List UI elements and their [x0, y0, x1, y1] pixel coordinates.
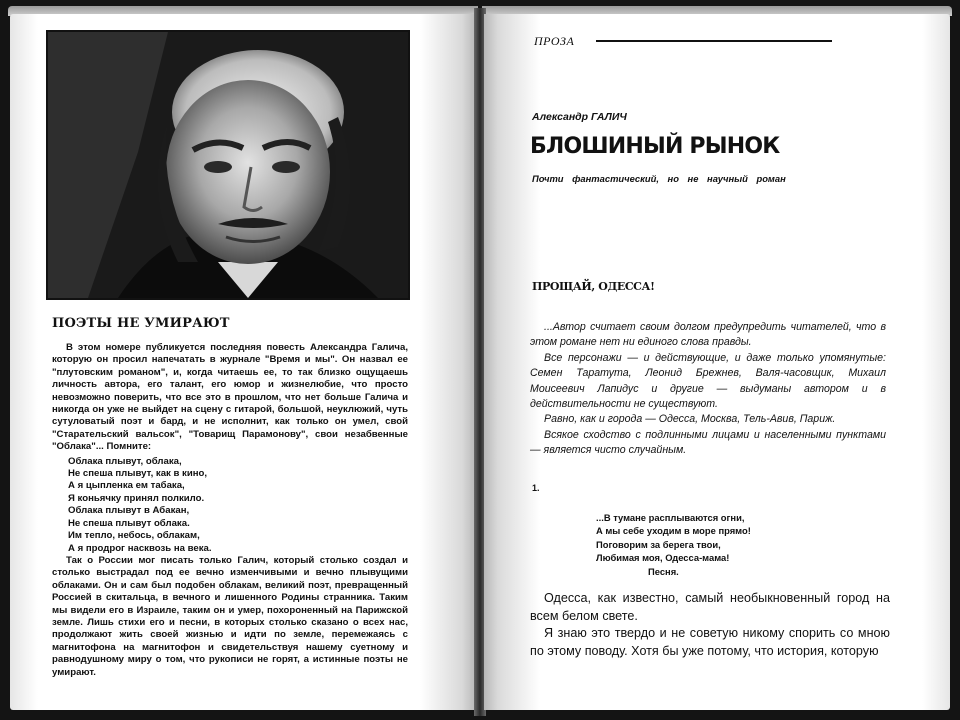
- article-body: [52, 342, 408, 679]
- epigraph: [596, 511, 751, 578]
- portrait-illustration: [48, 32, 408, 298]
- work-title: БЛОШИНЫЙ РЫНОК: [530, 134, 780, 159]
- author-notice: [530, 320, 886, 459]
- poem-quote: [68, 456, 408, 555]
- poem-line: А я цыпленка ем табака,: [68, 480, 185, 492]
- article-paragraph: Так о России мог писать только Галич, который столько создал и столько выстрадал под ее вечно изменчивыми и вечно плывущими облаками. Он и сам был подобен облакам, великий поэт, превращенный Россией в скитальца, в вечного и лишенного Родины странника. Таким мы видели его в Израиле, таким он и умер, похороненный на Парижской земле. Лишь стихи его и песни, в которых столько сказано о всех нас, продолжают жить своей жизнью и идти по земле, перемежаясь с магнитофона на магнитофон и свидетельствуя нашему суетному и равнодушному миру о том, что рукописи не горят, а истинные поэты не умирают.: [52, 554, 408, 678]
- poem-line: А я продрог насквозь на века.: [68, 542, 212, 554]
- poem-line: Я коньячку принял полкило.: [68, 492, 205, 504]
- chapter-title: ПРОЩАЙ, ОДЕССА!: [532, 280, 655, 293]
- work-subtitle: Почти фантастический, но не научный роман: [532, 173, 786, 184]
- poem-line: Облака плывут, облака,: [68, 455, 182, 467]
- chapter-number: 1.: [532, 483, 540, 493]
- epigraph-line: Поговорим за берега твои,: [596, 538, 721, 550]
- notice-paragraph: ...Автор считает своим долгом предупредить читателей, что в этом романе нет ни единого слова правды.: [530, 321, 886, 349]
- epigraph-source: Песня.: [648, 565, 679, 577]
- author-portrait-photo: [46, 30, 410, 300]
- poem-line: Облака плывут в Абакан,: [68, 505, 190, 517]
- novel-body: [530, 590, 890, 660]
- epigraph-line: ...В тумане расплываются огни,: [596, 512, 745, 523]
- poem-line: Не спеша плывут, как в кино,: [68, 468, 208, 480]
- article-paragraph: В этом номере публикуется последняя повесть Александра Галича, которую он просил напечатать в журнале "Время и мы". Он назвал ее "плутовским романом", и, когда читаешь ее, то так близко ощущаешь личность автора, его талант, его юмор и жизнелюбие, что просто невозможно поверить, что все это в прошлом, что нет больше Галича и никогда он уже не выйдет на сцену с гитарой, большой, неуклюжий, чуть сутуловатый поэт и бард, и не исполнит, как только он умел, свой "Старательский вальсок", "Товарищ Парамонову", свои незабвенные "Облака"... Помните:: [52, 342, 408, 453]
- poem-line: Им тепло, небось, облакам,: [68, 530, 200, 542]
- article-heading: ПОЭТЫ НЕ УМИРАЮТ: [52, 316, 230, 331]
- poem-line: Не спеша плывут облака.: [68, 517, 190, 529]
- author-name: Александр ГАЛИЧ: [532, 111, 627, 123]
- notice-paragraph: Все персонажи — и действующие, и даже только упомянутые: Семен Таратута, Леонид Брежнев, Валя-часовщик, Михаил Моисеевич Лапидус и другие — выдуманы автором и в действительности не существуют.: [530, 351, 886, 411]
- section-label: ПРОЗА: [534, 34, 575, 48]
- notice-paragraph: Равно, как и города — Одесса, Москва, Тель-Авив, Париж.: [544, 413, 836, 426]
- notice-paragraph: Всякое сходство с подлинными лицами и населенными пунктами — является чисто случайным.: [530, 428, 886, 457]
- novel-paragraph: Я знаю это твердо и не советую никому спорить со мною по этому поводу. Хотя бы уже потому, что история, которую: [530, 626, 890, 658]
- section-rule: [596, 40, 832, 42]
- epigraph-line: Любимая моя, Одесса-мама!: [596, 552, 730, 564]
- novel-paragraph: Одесса, как известно, самый необыкновенный город на всем белом свете.: [530, 591, 890, 623]
- epigraph-line: А мы себе уходим в море прямо!: [596, 525, 751, 537]
